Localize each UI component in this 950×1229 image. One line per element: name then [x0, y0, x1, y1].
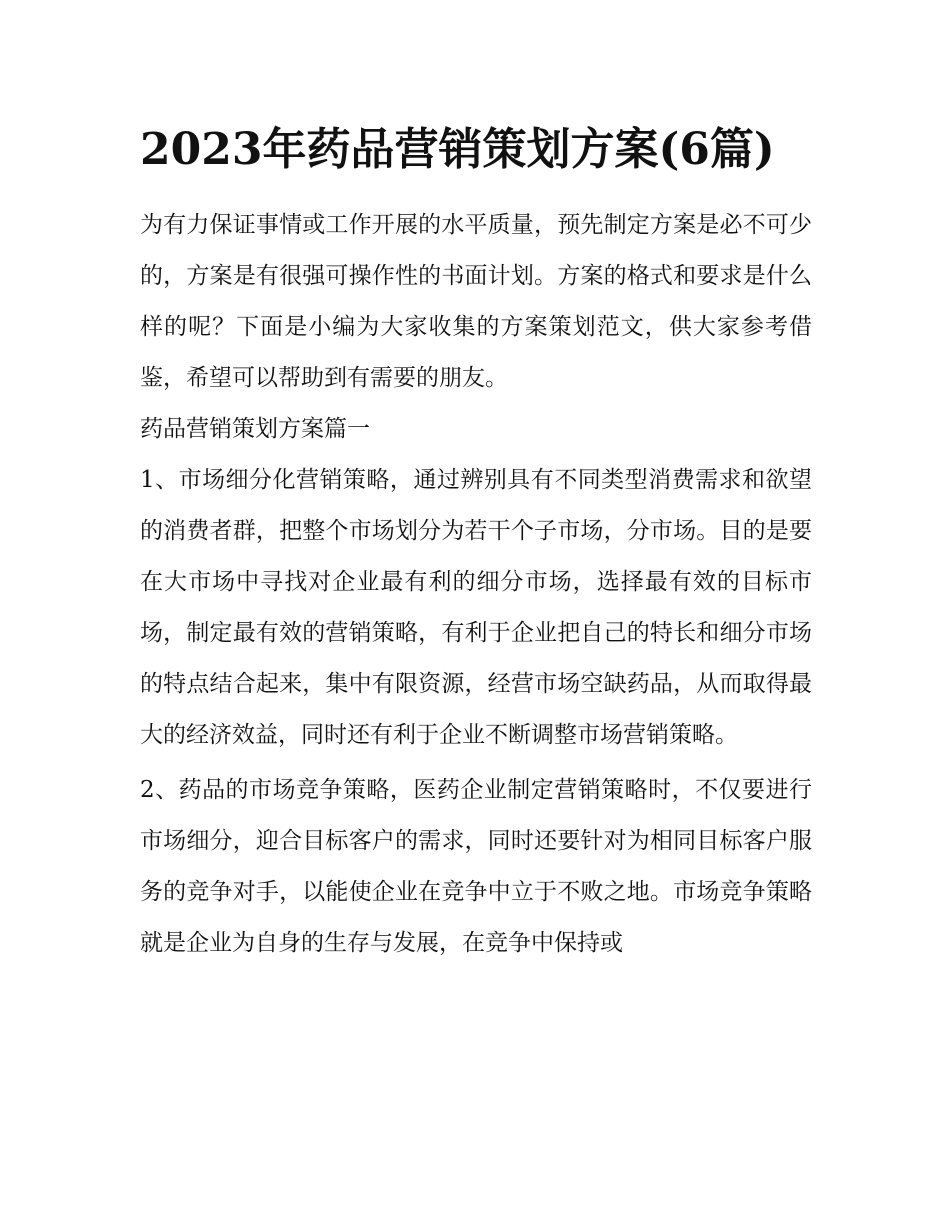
section-heading: 药品营销策划方案篇一 [140, 416, 370, 442]
body-paragraph-2: 2、药品的市场竞争策略，医药企业制定营销策略时，不仅要进行市场细分，迎合目标客户的需求，同时还要针对为相同目标客户服务的竞争对手，以能使企业在竞争中立于不败之地。市场竞争策略就是企业为自身的生存与发展，在竞争中保持或 [140, 777, 812, 956]
document-title: 2023年药品营销策划方案(6篇) [140, 124, 775, 175]
document-page [140, 118, 812, 969]
body-paragraph-1: 1、市场细分化营销策略，通过辨别具有不同类型消费需求和欲望的消费者群，把整个市场划分为若干个子市场，分市场。目的是要在大市场中寻找对企业最有利的细分市场，选择最有效的目标市场，制定最有效的营销策略，有利于企业把自己的特长和细分市场的特点结合起来，集中有限资源，经营市场空缺药品，从而取得最大的经济效益，同时还有利于企业不断调整市场营销策略。 [140, 467, 812, 748]
intro-paragraph: 为有力保证事情或工作开展的水平质量，预先制定方案是必不可少的，方案是有很强可操作性的书面计划。方案的格式和要求是什么样的呢？下面是小编为大家收集的方案策划范文，供大家参考借鉴，希望可以帮助到有需要的朋友。 [140, 212, 812, 391]
